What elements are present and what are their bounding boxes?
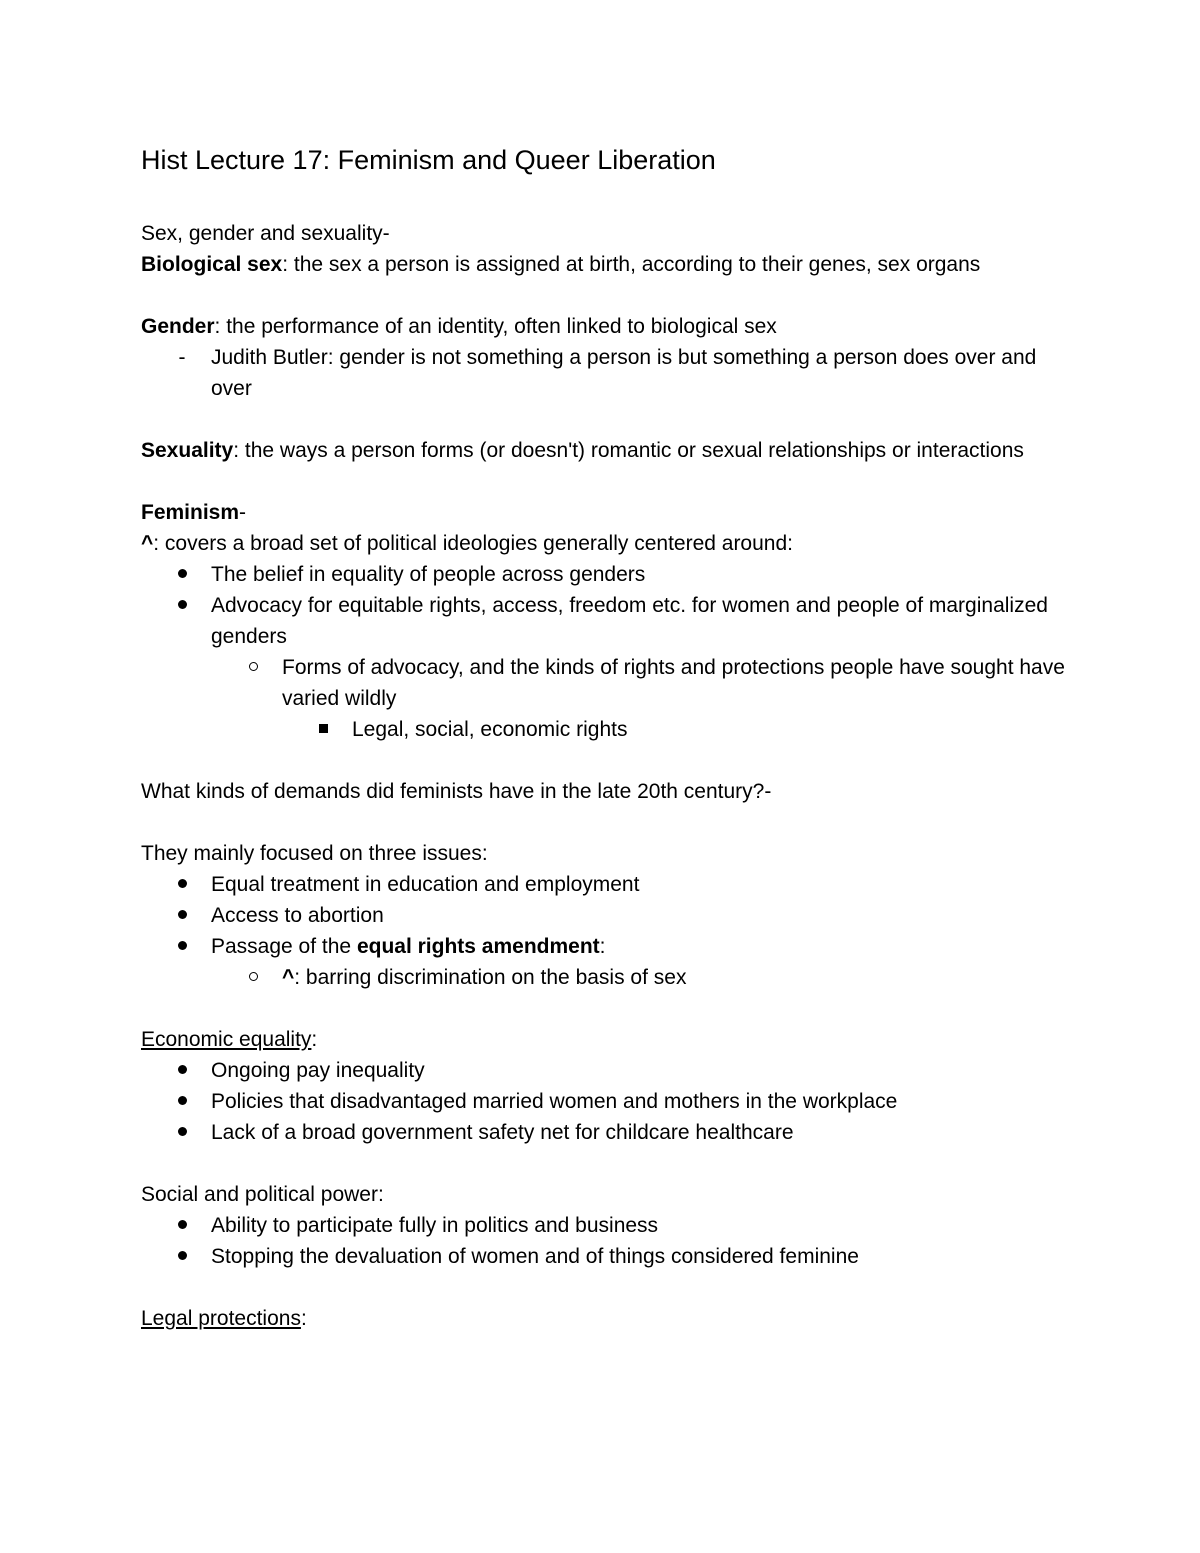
page-title: Hist Lecture 17: Feminism and Queer Liberation xyxy=(141,145,716,175)
sexuality-term: Sexuality xyxy=(141,439,234,462)
bullet-dot-icon xyxy=(172,590,192,621)
biological-sex-definition xyxy=(141,249,1071,280)
caret-marker: ^ xyxy=(282,966,295,989)
gender-text: : the performance of an identity, often linked to biological sex xyxy=(214,315,777,338)
feminism-term: Feminism xyxy=(141,501,240,524)
list-item: Access to abortion xyxy=(141,900,1071,931)
economic-heading: Economic equality: xyxy=(141,1028,318,1051)
bullet-dot-icon xyxy=(172,900,192,931)
dash-marker: - xyxy=(178,346,186,369)
list-item: The belief in equality of people across genders xyxy=(141,559,1071,590)
bullet-dot-icon xyxy=(172,869,192,900)
sexuality-text: : the ways a person forms (or doesn't) romantic or sexual relationships or interactions xyxy=(233,439,1024,462)
document-body xyxy=(141,218,1071,1334)
gender-term: Gender xyxy=(141,315,215,338)
butler-text: Judith Butler: gender is not something a person is but something a person does over and over xyxy=(211,346,1037,400)
feminism-suffix: - xyxy=(239,501,247,524)
demands-question: What kinds of demands did feminists have in the late 20th century?- xyxy=(141,780,772,803)
feminism-heading xyxy=(141,497,1071,528)
feminism-text: : covers a broad set of political ideologies generally centered around: xyxy=(153,532,793,555)
sex-gender-heading: Sex, gender and sexuality- xyxy=(141,222,390,245)
list-item: Ability to participate fully in politics and business xyxy=(141,1210,1071,1241)
caret-marker: ^ xyxy=(141,532,154,555)
bullet-dot-icon xyxy=(172,1117,192,1148)
list-item: Policies that disadvantaged married women and mothers in the workplace xyxy=(141,1086,1071,1117)
biological-sex-text: : the sex a person is assigned at birth, according to their genes, sex organs xyxy=(282,253,981,276)
bullet-dot-icon xyxy=(172,1241,192,1272)
issues-intro: They mainly focused on three issues: xyxy=(141,842,488,865)
bullet-dot-icon xyxy=(172,1086,192,1117)
list-item: Forms of advocacy, and the kinds of rights and protections people have sought have varied wildly xyxy=(141,652,1071,714)
list-item xyxy=(141,342,1071,404)
list-item: Ongoing pay inequality xyxy=(141,1055,1071,1086)
feminism-definition xyxy=(141,528,1071,559)
list-item: Equal treatment in education and employment xyxy=(141,869,1071,900)
list-item: Lack of a broad government safety net for childcare healthcare xyxy=(141,1117,1071,1148)
social-heading: Social and political power: xyxy=(141,1183,384,1206)
list-item: ^: barring discrimination on the basis of sex xyxy=(141,962,1071,993)
bullet-dot-icon xyxy=(172,931,192,962)
sexuality-definition xyxy=(141,435,1071,466)
era-term: equal rights amendment xyxy=(356,935,600,958)
list-item: Legal, social, economic rights xyxy=(141,714,1071,745)
legal-heading: Legal protections: xyxy=(141,1307,307,1330)
list-item: Advocacy for equitable rights, access, freedom etc. for women and people of marginalized genders xyxy=(141,590,1071,652)
list-item: Stopping the devaluation of women and of things considered feminine xyxy=(141,1241,1071,1272)
biological-sex-term: Biological sex xyxy=(141,253,283,276)
bullet-dot-icon xyxy=(172,1055,192,1086)
bullet-circle-icon xyxy=(243,652,263,683)
bullet-dot-icon xyxy=(172,1210,192,1241)
bullet-dot-icon xyxy=(172,559,192,590)
bullet-circle-icon xyxy=(243,962,263,993)
bullet-square-icon xyxy=(313,714,333,745)
gender-definition xyxy=(141,311,1071,342)
list-item: Passage of the equal rights amendment: xyxy=(141,931,1071,962)
